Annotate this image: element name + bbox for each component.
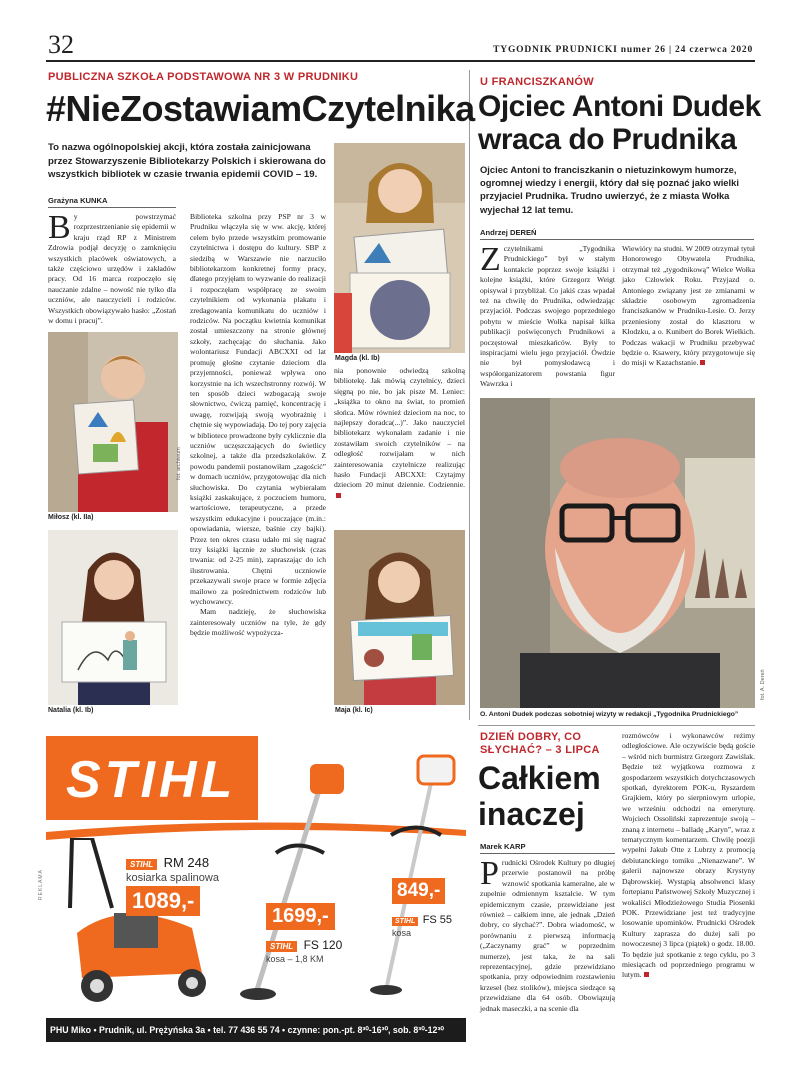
left-col1-text: [48, 209, 176, 326]
left-article-author: Grażyna KUNKA: [48, 196, 108, 205]
end-marker: [644, 972, 649, 977]
left-col1-body: y powstrzymać rozprzestrzenianie się epidemii w kraju rząd RP z Ministrem Zdrowia podjął decyzję o zamknięciu wszystkich placówek oświatowych, a także częściowo urzędów i zakładów pracy. Od 16 marca rozpoczęło się nauczanie zdalne – nowość nie tylko dla uczniów, ale nauczycieli i rodziców. Wszystkich obowiązywało hasło: „Zostań w domu i pracuj”.: [48, 212, 176, 326]
header-rule: [46, 60, 755, 62]
right-article-lead: Ojciec Antoni to franciszkanin o nietuzinkowym humorze, ogromnej wiedzy i energii, który dał się poznać jako wielki przyjaciel Prudnika. Trudno uwierzyć, że z miasta Wołka wyjechał 12 lat temu.: [480, 164, 739, 215]
right-col1-body: czytelnikami „Tygodnika Prudnickiego” był w stałym kontakcie poprzez swoje książki i kolejne książki, które Grzegorz Weigt opisywał i przybliżał. Co jakiś czas wpadał też na chwilę do Prudnika, odwiedzając przyjaciół. Podczas swojego poprzedniego pobytu w mieście Wołka napisał kilka publikacji poświęconych Prudnikowi a poczęstował mieszkańców. Były to inspiracjami wielu jego przyjaciół. Ówdzie nie był pomysłodawcą i współorganizatorem powstania figur Wawrzka i: [480, 244, 615, 389]
ad-footer-text: PHU Miko • Prudnik, ul. Prężyńska 3a • tel. 77 436 55 74 • czynne: pon.-pt. 8³⁰-16³⁰, sob. 8³⁰-12³⁰: [50, 1025, 444, 1035]
photo-maja-illustration: [334, 530, 465, 705]
bottom-col2-text: [622, 731, 755, 981]
bottom-col1-text: [480, 855, 615, 1014]
ad-footer-bar: [46, 1018, 466, 1042]
stihl-ad[interactable]: [46, 728, 466, 1046]
bottom-title-line1: Całkiem: [478, 760, 601, 796]
product-rm248-desc: kosiarka spalinowa: [126, 872, 219, 884]
bottom-dropcap: P: [480, 855, 499, 892]
right-col2-body-text: Wiewióry na studni. W 2009 otrzymał tytuł Honorowego Obywatela Prudnika, otrzymał też „tygodnikową” Wielce Wołka jako Człowiek Roku. Przyjazd o. Antoniego związany jest ze zmianami w składzie osobowym zgromadzenia franciszkanów w Prudniku-Lesie. O. Jerzy przeniesiony został do klasztoru w Kłodzku, a o. Kunibert do Borek Wielkich. Podczas wakacji w Prudniku przebywać będzie o. Ksawery, który przygotowuje się do misji w Kazachstanie.: [622, 244, 755, 368]
ad-side-label: REKLAMA: [38, 869, 44, 900]
left-photo-credit: fot. archiwum: [176, 447, 182, 480]
right-photo-caption: O. Antoni Dudek podczas sobotniej wizyty w redakcji „Tygodnika Prudnickiego”: [480, 711, 739, 718]
photo-maja: [334, 530, 465, 705]
photo-antoni-dudek: [480, 398, 755, 708]
right-dropcap: Z: [480, 241, 501, 278]
right-section-label: U FRANCISZKANÓW: [480, 76, 594, 88]
right-article-author: Andrzej DEREŃ: [480, 228, 537, 237]
right-col2-text: [622, 244, 755, 369]
product-rm248-price: 1089,-: [126, 886, 200, 916]
product-fs55-model: FS 55: [422, 914, 453, 926]
photo-magda-illustration: [334, 143, 465, 353]
photo-magda: [334, 143, 465, 353]
masthead: TYGODNIK PRUDNICKI numer 26 | 24 czerwca 2020: [493, 45, 753, 55]
left-article-lead: To nazwa ogólnopolskiej akcji, która została zainicjowana przez Stowarzyszenie Bibliotekarzy Polskich i skierowana do wszystkich bibliotek w czasie trwania epidemii COVID – 19.: [48, 142, 326, 181]
stihl-mini-logo: STIHL: [392, 917, 418, 926]
right-col2-body: [622, 244, 755, 369]
left-col3-body-text: nia ponownie odwiedzą szkolną bibliotekę. Jak mówią czytelnicy, dzieci sięgną po nie, bo jak pisze M. Leniec: „książka to okno na świat, to promień słońca. Mów również dzieciom na noc, to najlepszy doradca(...)”. Jako nauczyciel bibliotekarz wykonałam zadanie i nie zostawiłam swoich czytelników – na odległość rozwijałam w nich zainteresowania czytelnicze realizując hasło Fundacji ABCXXI: Czytajmy dzieciom 20 minut dziennie. Codziennie.: [334, 366, 465, 490]
right-col1-text: [480, 241, 615, 390]
end-marker: [336, 493, 341, 498]
left-col3-body: [334, 366, 465, 501]
left-col2-text: [190, 212, 326, 639]
caption-magda: Magda (kl. Ib): [335, 355, 380, 362]
left-col3-text: [334, 366, 465, 501]
left-col2-body: Biblioteka szkolna przy PSP nr 3 w Prudniku włączyła się w ww. akcję, której celem było przede wszystkim promowanie czytelnictwa i dostępu do kultury. SBP z siedzibą w Warszawie nie narzuciło bibliotekarzom konkretnej formy pracy, dlatego przyjęłam to wyzwanie do realizacji i rozpoczęłam współpracę ze swoim czytelnikiem od wykonania plakatu i zredagowania komunikatu do uczniów i rodziców. Na początku kwietnia komunikat został umieszczony na stronie głównej szkoły, zachęcając do słuchania. Jako wolontariusz Fundacji ABCXXI od lat promuję głośne czytanie dzieciom dla przyjemności, ponieważ wpływa ono korzystnie na ich wszechstronny rozwój. W ten sposób dzieci wzbogacają swoje słownictwo, ćwiczą pamięć, koncentrację i uwagę, rozwijają swoją wyobraźnię i chętnie się wypowiadają. Do tej pory zajęcia w bibliotece prowadzone były cyklicznie dla uczniów uczęszczających do świetlicy szkolnej, a także dla przedszkolaków. Z powodu pandemii postanowiłam „zagościć” w domach uczniów, przygotowując dla nich słuchowiska. Do czytania wybierałam książki zaskakujące, z poczuciem humoru, wartościowe, terapeutyczne, a przede wszystkim edukacyjne i pouczające (m.in.: opowiadania, wiersze, baśnie czy bajki). Przez ten okres czasu udało mi się nagrać trzy książki łącznie ze słuchowisk (czas trwania: od 2-25 min), zapraszając do ich ilustrowania. Chętni uczniowie przekazywali swoje prace w formie zdjęcia mailowo za pośrednictwem rodziców lub wychowawcy.: [190, 212, 327, 607]
right-photo-credit: fot. A. Dereń: [760, 669, 766, 700]
photo-natalia: [48, 530, 178, 705]
end-marker: [700, 360, 705, 365]
caption-natalia: Natalia (kl. Ib): [48, 707, 94, 714]
stihl-mini-logo: STIHL: [126, 859, 157, 870]
article-divider: [469, 70, 470, 720]
bottom-author: Marek KARP: [480, 842, 526, 851]
left-dropcap: B: [48, 209, 71, 246]
left-article-title: #NieZostawiamCzytelnika: [46, 88, 475, 129]
left-col2-end: Mam nadzieję, że słuchowiska zainteresowały uczniów na tyle, że gdy będzie możliwość wypożycza-: [190, 607, 326, 638]
right-article-title-line2: wraca do Prudnika: [478, 123, 737, 156]
product-fs55-price: 849,-: [392, 878, 445, 904]
trimmer-fs55-illustration: [366, 750, 466, 1000]
product-fs120[interactable]: [266, 903, 376, 964]
product-fs120-model: FS 120: [303, 938, 343, 952]
bottom-title-line2: inaczej: [478, 796, 585, 832]
bottom-section-rule: [478, 725, 755, 726]
caption-maja: Maja (kl. Ic): [335, 707, 373, 714]
product-fs120-desc: kosa – 1,8 KM: [266, 954, 324, 964]
bottom-col1-body: rudnicki Ośrodek Kultury po długiej przerwie postanowił na próbę wznowić spotkania kameralne, ale w zupełnie odmiennym kształcie. W tym epidemicznym czasie, przewidziane jest również – całkiem inne, ale jednak „Dzień dobry, co słychać?”. Dobra wiadomość, w porównaniu z pierwszą informacją („Zaczynamy grać” w poprzednim numerze), jest taka, że na sali reprezentacyjnej, gdzie przewidziano spotkania, przy odpowiednim rozstawieniu krzeseł (bez stolików), miejsca siedzące są przewidziane dla 64 osób. Obowiązują jednak maseczki, a na scenie dla: [480, 858, 615, 1013]
left-section-label: PUBLICZNA SZKOŁA PODSTAWOWA NR 3 W PRUDNIKU: [48, 71, 359, 83]
page-number: 32: [48, 30, 74, 59]
bottom-author-rule: [480, 853, 615, 854]
stihl-mini-logo: STIHL: [266, 941, 297, 952]
product-fs55-desc: kosa: [392, 928, 412, 938]
product-fs55[interactable]: [392, 878, 466, 938]
photo-antoni-dudek-illustration: [480, 398, 755, 708]
photo-natalia-illustration: [48, 530, 178, 705]
photo-milosz: [48, 332, 178, 512]
stihl-logo: STIHL: [66, 751, 237, 809]
caption-milosz: Miłosz (kl. IIa): [48, 514, 94, 521]
product-fs120-price: 1699,-: [266, 903, 335, 930]
left-author-rule: [48, 207, 176, 208]
bottom-col2-body-text: rozmówców i wykonawców reżimy odległościowe. Ale oczywiście będą goście – wśród nich burmistrz Grzegorz Zawiślak. Będzie też wyjątkowa rozmowa z gospodarzem wszystkich dotychczasowych spotkań, dyrektorem POK-u, Ryszardem Grajkiem, który po sierpniowym urlopie, we wrześniu odchodzi na emeryturę. Wojciech Ossoliński zaprezentuje swoją – znaną z internetu – balladę „Karyn”, wraz z tematycznym komentarzem. Chwilę poezji wypełni Jakub Otte z Lubrzy z promocją debiutanckiego tomiku „Nienazwane”. W galerii najnowsze obrazy Krystyny Dąbrowskiej. Wystąpią absolwenci klasy fortepianu Państwowej Szkoły Muzycznej i wokaliści Młodzieżowego Studia Piosenki POK. Przewidziane jest też tradycyjne losowanie upominków. Prudnicki Ośrodek Kultury zaprasza do dużej sali po nowoczesnej 3 lipca (piątek) o godz. 18.00. To będzie już spotkanie z tego cyklu, po 3 miesiącach od poprzedniego programu w lutym.: [622, 731, 755, 980]
photo-milosz-illustration: [48, 332, 178, 512]
product-rm248-model: RM 248: [163, 855, 210, 870]
bottom-kicker: DZIEŃ DOBRY, CO SŁYCHAĆ? – 3 LIPCA: [480, 731, 600, 756]
stihl-logo-bar: [46, 736, 258, 820]
bottom-col2-body: [622, 731, 755, 981]
product-rm248[interactable]: [126, 854, 256, 916]
right-article-title-line1: Ojciec Antoni Dudek: [478, 90, 761, 123]
right-author-rule: [480, 239, 754, 240]
